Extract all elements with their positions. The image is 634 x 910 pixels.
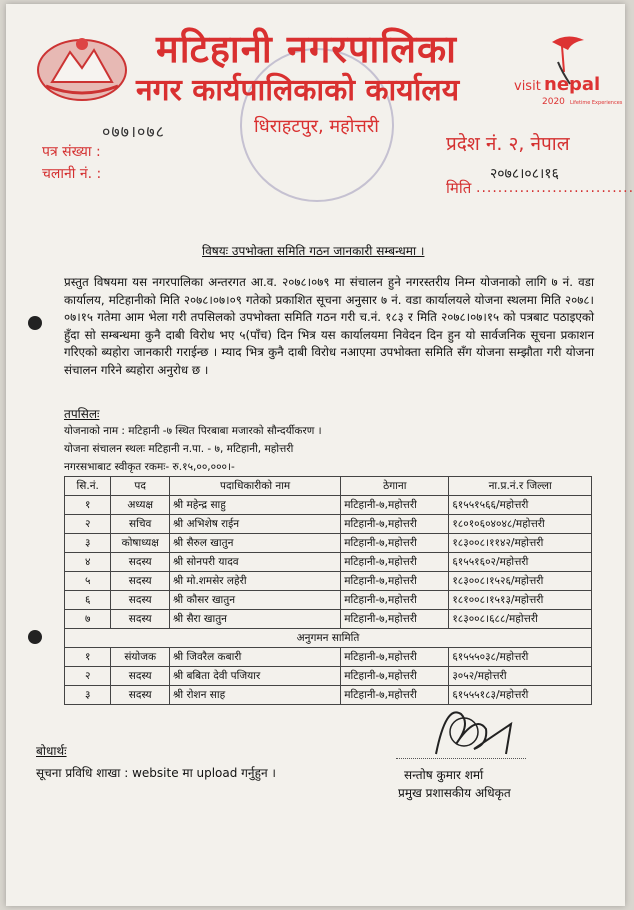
reference-number: ०७७।०७८ xyxy=(102,122,165,141)
punch-hole xyxy=(28,316,42,330)
miti-dots: ............................. xyxy=(476,180,634,196)
cell-citizenship: १८१००८।१५१३/महोत्तरी xyxy=(449,591,592,610)
cell-sn: १ xyxy=(65,496,111,515)
cell-address: मटिहानी-७,महोत्तरी xyxy=(341,686,449,705)
year-text: 2020 xyxy=(542,97,565,107)
cell-post: सदस्य xyxy=(111,686,170,705)
cell-address: मटिहानी-७,महोत्तरी xyxy=(341,496,449,515)
visit-nepal-logo-icon xyxy=(512,32,623,112)
cell-sn: २ xyxy=(65,667,111,686)
table-row xyxy=(65,667,592,686)
signature-icon xyxy=(416,694,526,774)
office-address: धिराहटपुर, महोत्तरी xyxy=(254,116,379,137)
it-section-note: सूचना प्रविधि शाखा : website मा upload गर्नुहुन । xyxy=(36,766,276,780)
cell-name: श्री सोनपरी यादव xyxy=(169,553,340,572)
header-post: पद xyxy=(111,477,170,496)
cell-sn: २ xyxy=(65,515,111,534)
table-row xyxy=(65,648,592,667)
visit-text: visit xyxy=(514,79,541,94)
cell-sn: ५ xyxy=(65,572,111,591)
tapasil-heading: तपसिलः xyxy=(64,407,100,421)
letter-date: २०७८।०८।१६ xyxy=(490,166,559,182)
cell-address: मटिहानी-७,महोत्तरी xyxy=(341,667,449,686)
cell-citizenship: १८३००८।१५२६/महोत्तरी xyxy=(449,572,592,591)
cell-post: कोषाध्यक्ष xyxy=(111,534,170,553)
table-row xyxy=(65,610,592,629)
chalani-label: चलानी नं. : xyxy=(42,166,102,182)
header-citizenship: ना.प्र.नं.र जिल्ला xyxy=(449,477,592,496)
office-title: नगर कार्यपालिकाको कार्यालय xyxy=(136,73,460,108)
signatory-name: सन्तोष कुमार शर्मा xyxy=(404,768,484,782)
cell-name: श्री सैरा खातुन xyxy=(169,610,340,629)
cell-name: श्री बबिता देवी पजियार xyxy=(169,667,340,686)
monitoring-section-row xyxy=(65,629,592,648)
cell-name: श्री जिवरैल कबारी xyxy=(169,648,340,667)
table-row xyxy=(65,572,592,591)
cell-sn: १ xyxy=(65,648,111,667)
cell-address: मटिहानी-७,महोत्तरी xyxy=(341,553,449,572)
nepal-emblem-icon xyxy=(32,34,132,104)
cell-address: मटिहानी-७,महोत्तरी xyxy=(341,591,449,610)
table-row xyxy=(65,591,592,610)
cell-citizenship: ६१५५१५६६/महोत्तरी xyxy=(449,496,592,515)
cell-name: श्री रोशन साह xyxy=(169,686,340,705)
cell-citizenship: ३०५२/महोत्तरी xyxy=(449,667,592,686)
approved-amount: नगरसभाबाट स्वीकृत रकमः- रु.१५,००,०००।- xyxy=(64,461,235,473)
cell-name: श्री अभिशेष राईन xyxy=(169,515,340,534)
cell-post: अध्यक्ष xyxy=(111,496,170,515)
lifetime-text: Lifetime Experiences xyxy=(570,100,623,106)
cell-citizenship: ६१५५५१८३/महोत्तरी xyxy=(449,686,592,705)
table-row xyxy=(65,553,592,572)
cell-citizenship: १८३००८।६८८/महोत्तरी xyxy=(449,610,592,629)
cell-name: श्री महेन्द्र साहु xyxy=(169,496,340,515)
cell-post: सचिव xyxy=(111,515,170,534)
cell-sn: ३ xyxy=(65,686,111,705)
monitoring-section-label: अनुगमन सामिति xyxy=(65,629,592,648)
signatory-post: प्रमुख प्रशासकीय अधिकृत xyxy=(398,786,511,800)
cell-sn: ४ xyxy=(65,553,111,572)
punch-hole xyxy=(28,630,42,644)
patra-sankhya-label: पत्र संख्या : xyxy=(42,144,101,160)
table-header-row xyxy=(65,477,592,496)
province-label: प्रदेश नं. २, नेपाल xyxy=(446,133,570,155)
table-row xyxy=(65,515,592,534)
cell-post: सदस्य xyxy=(111,610,170,629)
cell-citizenship: ६१५५१६०२/महोत्तरी xyxy=(449,553,592,572)
header-name: पदाधिकारीको नाम xyxy=(169,477,340,496)
cell-sn: ७ xyxy=(65,610,111,629)
header-address: ठेगाना xyxy=(341,477,449,496)
nepal-text: nepal xyxy=(544,74,601,95)
cell-post: सदस्य xyxy=(111,667,170,686)
cell-name: श्री मो.शमसेर लहेरी xyxy=(169,572,340,591)
cell-post: सदस्य xyxy=(111,553,170,572)
cell-sn: ६ xyxy=(65,591,111,610)
cell-address: मटिहानी-७,महोत्तरी xyxy=(341,515,449,534)
signature-line xyxy=(396,758,526,759)
body-paragraph: प्रस्तुत विषयमा यस नगरपालिका अन्तरगत आ.व. २०७८।०७९ मा संचालन हुने नगरस्तरीय निम्न योजनाको लागि ७ नं. वडा कार्यालय, मटिहानीको मिति २०७८।०७।०९ गतेको प्रकाशित सूचना अनुसार ७ नं. वडा कार्यालयले योजना स्थलमा मिति २०७८।०७।१५ गतेमा आम भेला गरी तपसिलको उपभोक्ता समिति गठन गरी च.नं. १८३ र मिति २०७८।०७।१५ को पत्रबाट पठाइएको हुँदा सो सम्बन्धमा कुनै दाबी विरोध भए ५(पाँच) दिन भित्र यस कार्यालयमा निवेदन दिन हुन यो सार्वजनिक सूचना प्रकाशन गरिएको ब्यहोरा जानकारी गराईन्छ । म्याद भित्र कुनै दाबी विरोध नआएमा उपभोक्ता समिति सँग योजना सम्झौता गरी योजना संचालन गरिने ब्यहोरा अनुरोध छ । xyxy=(64,275,594,377)
letter-page xyxy=(6,4,634,906)
cell-sn: ३ xyxy=(65,534,111,553)
cell-citizenship: १८०१०६०४०४८/महोत्तरी xyxy=(449,515,592,534)
cell-post: सदस्य xyxy=(111,572,170,591)
cell-post: सदस्य xyxy=(111,591,170,610)
cell-name: श्री कौसर खातुन xyxy=(169,591,340,610)
cell-name: श्री सैरुल खातुन xyxy=(169,534,340,553)
subject-line: विषयः उपभोक्ता समिति गठन जानकारी सम्बन्धमा । xyxy=(202,244,425,258)
committee-table xyxy=(64,476,592,705)
table-row xyxy=(65,496,592,515)
bodhartha-heading: बोधार्थः xyxy=(36,744,67,758)
cell-citizenship: १८३००८।११४२/महोत्तरी xyxy=(449,534,592,553)
cell-address: मटिहानी-७,महोत्तरी xyxy=(341,572,449,591)
table-row xyxy=(65,534,592,553)
cell-citizenship: ६१५५५०३८/महोत्तरी xyxy=(449,648,592,667)
cell-address: मटिहानी-७,महोत्तरी xyxy=(341,534,449,553)
project-name: योजनाको नाम : मटिहानी -७ स्थित पिरबाबा मजारको सौन्दर्यीकरण । xyxy=(64,425,322,437)
cell-post: संयोजक xyxy=(111,648,170,667)
project-place: योजना संचालन स्थलः मटिहानी न.पा. - ७, मटिहानी, महोत्तरी xyxy=(64,443,294,455)
municipality-title: मटिहानी नगरपालिका xyxy=(156,27,457,71)
header-sn: सि.नं. xyxy=(65,477,111,496)
miti-label: मिति xyxy=(446,179,472,197)
cell-address: मटिहानी-७,महोत्तरी xyxy=(341,610,449,629)
cell-address: मटिहानी-७,महोत्तरी xyxy=(341,648,449,667)
